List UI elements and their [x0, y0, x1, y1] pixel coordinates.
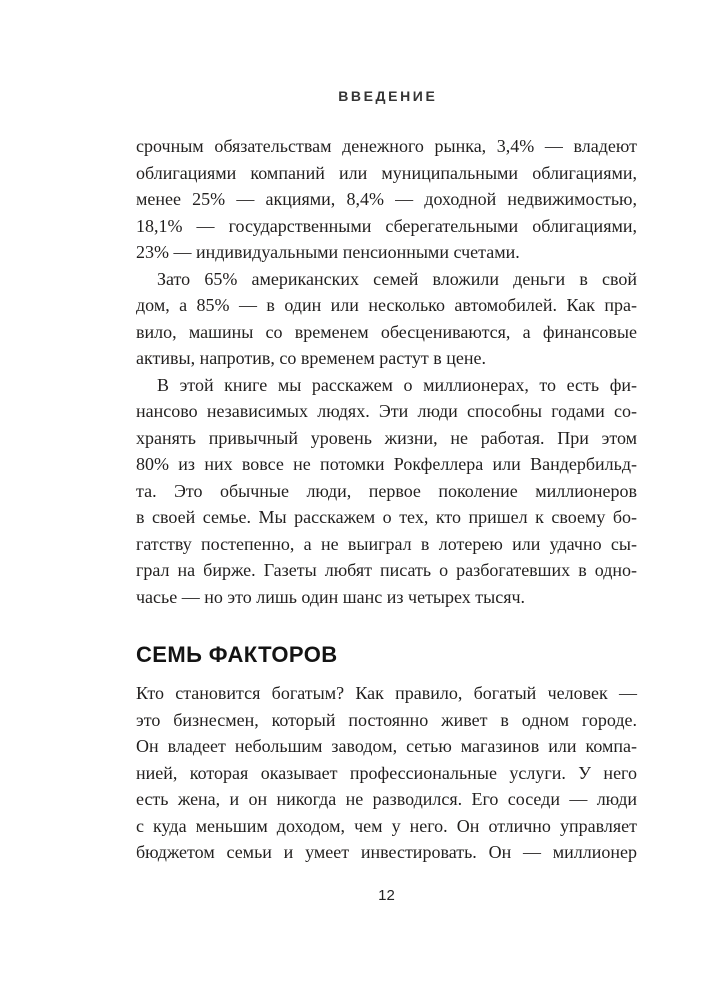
text-line: облигациями компаний или муниципальными облигациями,	[136, 162, 637, 183]
text-line: дом, а 85% — в один или несколько автомобилей. Как пра-	[136, 295, 637, 315]
text-line: это бизнесмен, который постоянно живет в одном городе.	[136, 709, 637, 730]
page-number: 12	[378, 887, 395, 904]
page-body	[136, 133, 637, 866]
text-line: 80% из них вовсе не потомки Рокфеллера или Вандербильд-	[136, 454, 637, 474]
paragraph	[136, 133, 637, 266]
text-line: вило, машины со временем обесцениваются, а финансовые	[136, 321, 637, 342]
text-line: та. Это обычные люди, первое поколение миллионеров	[136, 480, 637, 501]
text-line: менее 25% — акциями, 8,4% — доходной недвижимостью,	[136, 189, 637, 209]
text-line: 18,1% — государственными сберегательными облигациями,	[136, 215, 637, 236]
section-heading: СЕМЬ ФАКТОРОВ	[136, 642, 338, 667]
text-line: с куда меньшим доходом, чем у него. Он отлично управляет	[136, 815, 637, 836]
text-line: грал на бирже. Газеты любят писать о разбогатевших в одно-	[136, 560, 637, 580]
text-line: хранять привычный уровень жизни, не работая. При этом	[136, 427, 637, 448]
text-line: 23% — индивидуальными пенсионными счетами.	[136, 242, 520, 262]
text-line: есть жена, и он никогда не разводился. Его соседи — люди	[136, 789, 637, 809]
text-line: нией, которая оказывает профессиональные услуги. У него	[136, 762, 637, 783]
text-line: нансово независимых людях. Эти люди способны годами со-	[136, 401, 637, 421]
text-line: гатству постепенно, а не выиграл в лотерею или удачно сы-	[136, 533, 637, 554]
text-line: Кто становится богатым? Как правило, богатый человек —	[136, 683, 637, 703]
text-line: бюджетом семьи и умеет инвестировать. Он — миллионер	[136, 842, 637, 862]
text-line: В этой книге мы расскажем о миллионерах, то есть фи-	[157, 374, 637, 395]
text-line: Зато 65% американских семей вложили деньги в свой	[157, 268, 637, 289]
text-line: активы, напротив, со временем растут в цене.	[136, 348, 486, 368]
paragraph	[136, 266, 637, 372]
text-line: Он владеет небольшим заводом, сетью магазинов или компа-	[136, 736, 637, 756]
text-line: часье — но это лишь один шанс из четырех тысяч.	[136, 586, 526, 607]
running-head: ВВЕДЕНИЕ	[338, 88, 438, 104]
text-line: срочным обязательствам денежного рынка, 3,4% — владеют	[136, 136, 637, 156]
paragraph	[136, 372, 637, 611]
text-line: в своей семье. Мы расскажем о тех, кто пришел к своему бо-	[136, 507, 637, 527]
paragraph	[136, 680, 637, 866]
